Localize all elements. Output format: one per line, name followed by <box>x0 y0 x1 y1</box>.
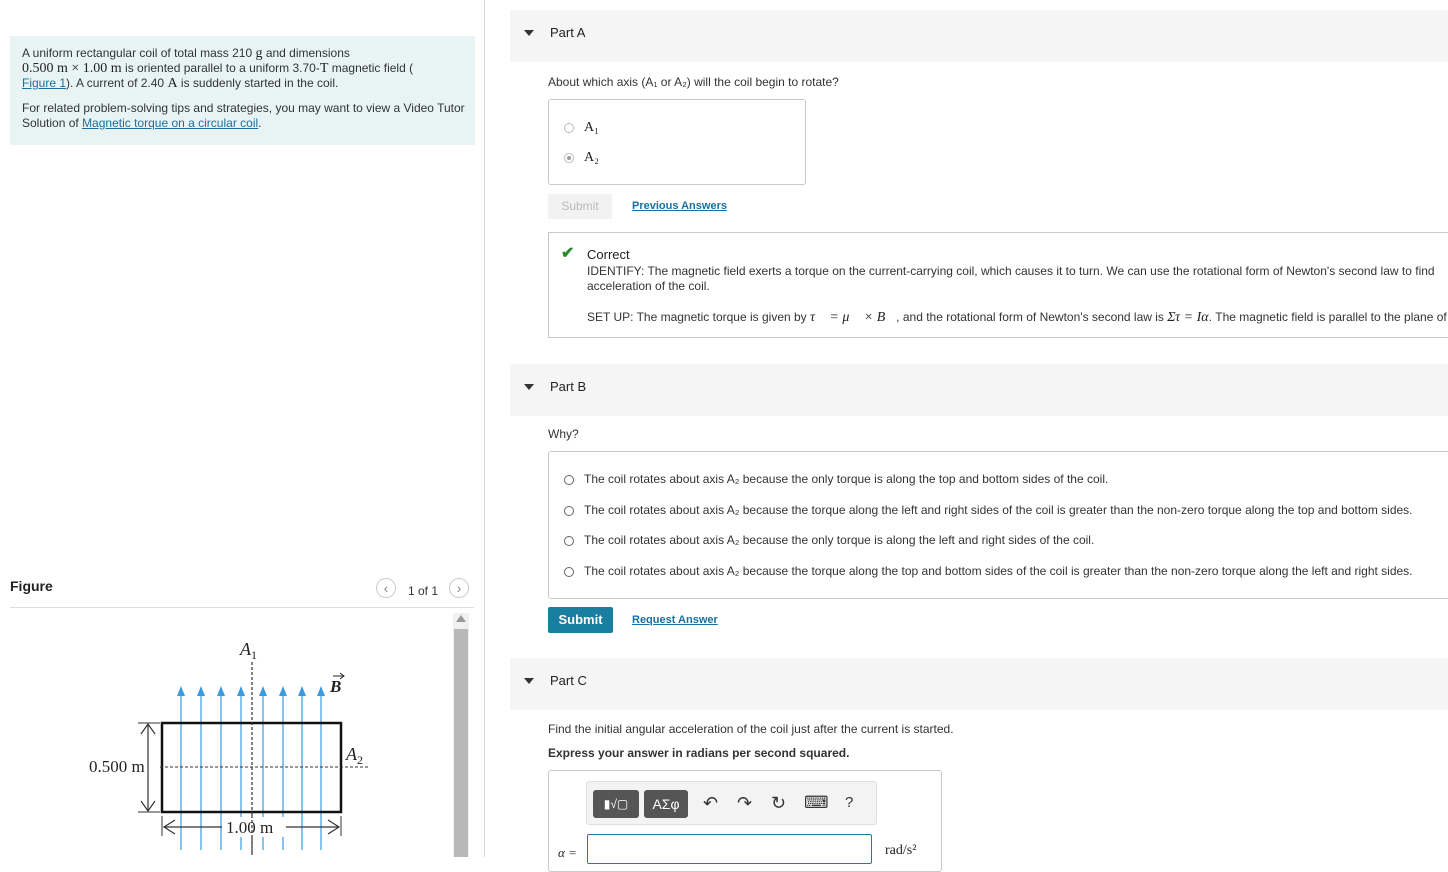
part-a-question: About which axis (A₁ or A₂) will the coil begin to rotate? <box>548 75 839 89</box>
part-b-submit-button[interactable]: Submit <box>548 607 613 633</box>
coil-figure <box>0 610 450 857</box>
dimensions-value: 0.500 m × 1.00 m <box>22 61 122 76</box>
feedback-identify-cont: acceleration of the coil. <box>587 279 710 293</box>
templates-button[interactable]: ▮√▢ <box>593 790 639 818</box>
figure-header: Figure <box>10 578 53 594</box>
part-b-option-3[interactable]: The coil rotates about axis A₂ because the only torque is along the left and right sides of the coil. <box>564 533 1094 547</box>
feedback-setup: SET UP: The magnetic torque is given by τ⃗ = μ⃗ × B⃗, and the rotational form of Newton's second law is Στ = Iα. The magnetic field is parallel to the plane of <box>587 310 1447 325</box>
part-b-option-4[interactable]: The coil rotates about axis A₂ because the torque along the top and bottom sides of the coil is greater than the non-zero torque along the left and right sides. <box>564 564 1413 578</box>
symbols-button[interactable]: ΑΣφ <box>644 790 688 818</box>
radio-checked-icon[interactable] <box>564 153 574 163</box>
collapse-triangle-icon <box>524 678 534 684</box>
collapse-triangle-icon <box>524 30 534 36</box>
part-b-option-2[interactable]: The coil rotates about axis A₂ because the torque along the left and right sides of the coil is greater than the non-zero torque along the top and bottom sides. <box>564 503 1413 517</box>
help-icon[interactable]: ? <box>845 794 854 811</box>
axis-a1-label: $A_1$ <box>240 639 257 662</box>
radio-icon[interactable] <box>564 475 574 485</box>
figure-divider <box>10 607 474 608</box>
part-c-instruction: Express your answer in radians per second squared. <box>548 746 850 760</box>
part-a-header[interactable]: Part A <box>510 10 1448 62</box>
figure-prev-button[interactable] <box>376 578 396 598</box>
part-b-header[interactable]: Part B <box>510 364 1448 416</box>
feedback-status: Correct <box>587 247 630 262</box>
part-b-options <box>548 451 1448 599</box>
radio-icon[interactable] <box>564 536 574 546</box>
chevron-right-icon: › <box>456 580 462 596</box>
problem-paragraph-2: For related problem-solving tips and strategies, you may want to view a Video Tutor Solution of Magnetic torque on a circular coil. <box>22 101 465 130</box>
previous-answers-link[interactable]: Previous Answers <box>632 200 727 212</box>
part-a-option-a1[interactable]: A₁ <box>564 120 599 136</box>
keyboard-icon[interactable]: ⌨ <box>804 793 829 812</box>
undo-icon[interactable]: ↶ <box>703 793 719 813</box>
collapse-triangle-icon <box>524 384 534 390</box>
video-tutor-link[interactable]: Magnetic torque on a circular coil <box>82 116 259 130</box>
radio-icon[interactable] <box>564 123 574 133</box>
problem-statement <box>10 36 475 145</box>
part-c-question: Find the initial angular acceleration of the coil just after the current is started. <box>548 722 954 736</box>
left-panel <box>0 0 485 857</box>
figure-scrollbar[interactable] <box>453 613 469 857</box>
scroll-thumb[interactable] <box>454 629 468 857</box>
part-b-option-1[interactable]: The coil rotates about axis A₂ because the only torque is along the top and bottom sides of the coil. <box>564 472 1108 486</box>
figure-link[interactable]: Figure 1 <box>22 76 67 90</box>
part-a-feedback <box>548 232 1448 338</box>
angular-acceleration-input[interactable] <box>587 834 872 864</box>
figure-pager: 1 of 1 <box>408 584 439 598</box>
axis-a2-label: $A_2$ <box>346 744 363 767</box>
height-label: 0.500 m <box>89 757 145 776</box>
part-a-options <box>548 99 806 185</box>
figure-next-button[interactable] <box>449 578 469 598</box>
radio-icon[interactable] <box>564 506 574 516</box>
part-c-header[interactable]: Part C <box>510 658 1448 710</box>
part-a-option-a2[interactable]: A₂ <box>564 150 599 166</box>
problem-paragraph-1: A uniform rectangular coil of total mass 210 g and dimensions 0.500 m × 1.00 m is oriented parallel to a uniform 3.70-T magnetic field ( Figure 1). A current of 2.40 A is suddenly started in the coil. <box>22 46 414 91</box>
math-toolbar <box>586 781 877 825</box>
scroll-up-icon[interactable] <box>456 615 466 622</box>
part-b-question: Why? <box>548 427 579 441</box>
part-a-submit-button[interactable]: Submit <box>548 194 612 219</box>
reset-icon[interactable]: ↻ <box>771 793 787 813</box>
feedback-identify: IDENTIFY: The magnetic field exerts a torque on the current-carrying coil, which causes it to turn. We can use the rotational form of Newton's second law to find <box>587 264 1435 278</box>
width-label: 1.00 m <box>226 818 274 837</box>
chevron-left-icon: ‹ <box>383 580 389 596</box>
redo-icon[interactable]: ↷ <box>737 793 753 813</box>
answer-units: rad/s² <box>885 843 917 858</box>
field-b-label: B <box>330 677 342 696</box>
answer-label: α = <box>558 845 577 860</box>
radio-icon[interactable] <box>564 567 574 577</box>
field-arrowheads <box>177 686 325 696</box>
check-icon: ✔ <box>561 245 575 262</box>
request-answer-link[interactable]: Request Answer <box>632 614 718 626</box>
